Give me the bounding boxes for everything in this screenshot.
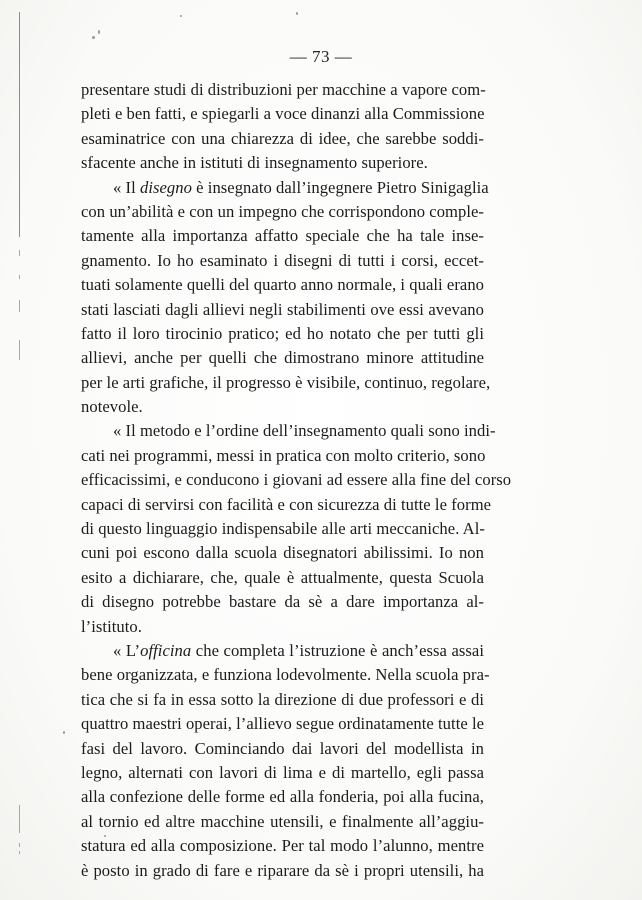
italic-term: officina: [140, 640, 192, 660]
text-line: fasi del lavoro. Cominciando dai lavori del modellista in: [81, 738, 484, 758]
text-line: allievi, anche per quelli che dimostrano minore attitudine: [81, 348, 484, 368]
text-line: di questo linguaggio indispensabile alle arti meccaniche. Al-: [81, 519, 485, 539]
text-line: per le arti grafiche, il progresso è visibile, continuo, regolare,: [81, 372, 491, 392]
text-fragment: che completa l’istruzione è anch’essa assai: [191, 640, 484, 660]
text-line: cuni poi escono dalla scuola disegnatori abilissimi. Io non: [81, 543, 484, 563]
text-line: pleti e ben fatti, e spiegarli a voce dinanzi alla Commissione: [81, 104, 485, 124]
text-line: « Il metodo e l’ordine dell’insegnamento quali sono indi-: [113, 421, 496, 441]
text-line: stati lasciati dagli allievi negli stabilimenti ove essi avevano: [81, 299, 484, 319]
text-line: gnamento. Io ho esaminato i disegni di tutti i corsi, eccet-: [81, 250, 484, 270]
text-line: con un’abilità e con un impegno che corrispondono comple-: [81, 201, 484, 221]
text-line: capaci di servirsi con facilità e con sicurezza di tutte le forme: [81, 494, 492, 514]
text-line: di disegno potrebbe bastare da sè a dare importanza al-: [81, 592, 484, 612]
page-number: — 73 —: [289, 47, 353, 66]
scan-speck: [296, 12, 298, 15]
body-text: [81, 78, 512, 883]
text-line: [81, 176, 489, 200]
text-line: è posto in grado di fare e riparare da sè i propri utensili, ha: [81, 860, 484, 880]
text-fragment: è insegnato dall’ingegnere Pietro Sinigaglia: [191, 177, 489, 197]
text-line: sfacente anche in istituti di insegnamento superiore.: [81, 153, 428, 173]
text-line: tuati solamente quelli del quarto anno normale, i quali erano: [81, 275, 485, 295]
scan-speck: [180, 15, 182, 17]
binding-edge-mark: [19, 851, 20, 854]
text-line: cati nei programmi, messi in pratica con molto criterio, sono: [81, 445, 486, 465]
text-line: esito a dichiarare, che, quale è attualmente, questa Scuola: [81, 567, 484, 587]
binding-edge-mark: [19, 275, 20, 279]
binding-edge-mark: [19, 843, 20, 847]
text-line: esaminatrice con una chiarezza di idee, che sarebbe soddi-: [81, 128, 484, 148]
text-line: tica che si fa in essa sotto la direzione di due professori e di: [81, 689, 484, 709]
text-line: presentare studi di distribuzioni per macchine a vapore com-: [81, 80, 486, 99]
text-line: [81, 639, 484, 663]
text-line: statura ed alla composizione. Per tal modo l’alunno, mentre: [81, 836, 484, 856]
text-line: legno, alternati con lavori di lima e di martello, egli passa: [81, 762, 484, 782]
binding-edge-line: [19, 12, 20, 237]
scan-speck: [92, 36, 95, 39]
text-line: quattro maestri operai, l’allievo segue ordinatamente tutte le: [81, 714, 485, 734]
binding-edge-mark: [19, 805, 20, 833]
binding-edge-mark: [19, 340, 20, 360]
binding-edge-mark: [19, 250, 20, 256]
text-line: efficacissimi, e conducono i giovani ad essere alla fine del corso: [81, 470, 512, 490]
text-line: fatto il loro tirocinio pratico; ed ho notato che per tutti gli: [81, 323, 484, 343]
binding-edge-mark: [19, 300, 20, 312]
text-line: l’istituto.: [81, 616, 142, 636]
text-fragment: « Il: [113, 177, 140, 197]
text-line: notevole.: [81, 397, 143, 417]
text-line: bene organizzata, e funziona lodevolmente. Nella scuola pra-: [81, 665, 490, 685]
text-line: alla confezione delle forme ed alla fonderia, poi alla fucina,: [81, 787, 484, 807]
italic-term: disegno: [139, 177, 192, 197]
scan-speck: [63, 731, 65, 734]
scan-speck: [98, 30, 100, 34]
text-fragment: « L’: [113, 640, 141, 660]
text-line: tamente alla importanza affatto speciale che ha tale inse-: [81, 226, 484, 246]
text-line: al tornio ed altre macchine utensili, e finalmente all’aggiu-: [81, 811, 484, 831]
